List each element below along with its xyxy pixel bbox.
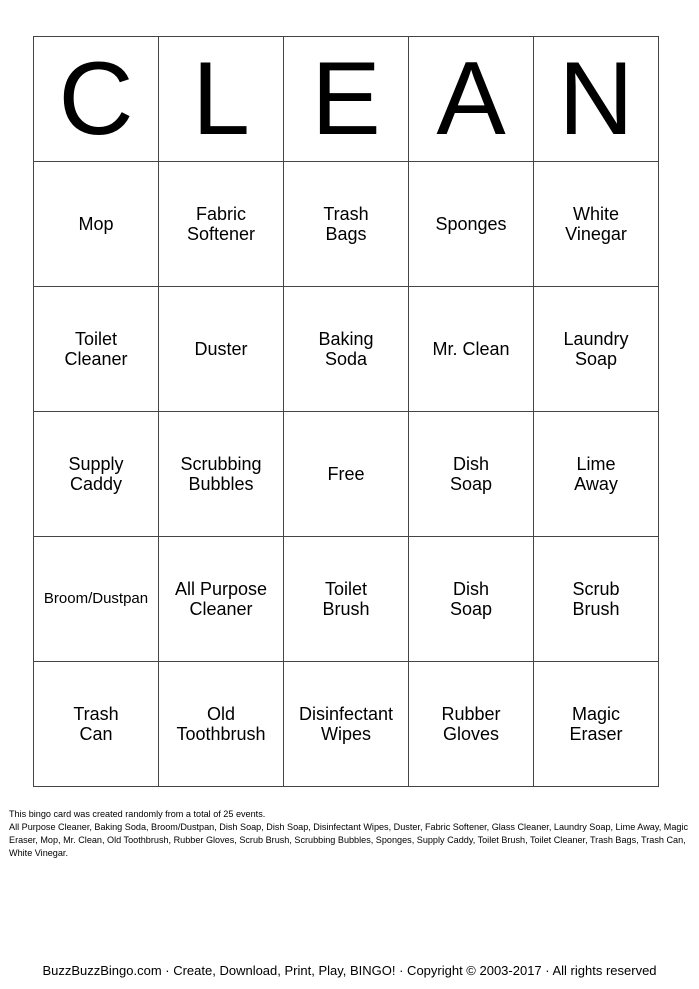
grid-cell-label: Trash Can: [73, 704, 119, 744]
grid-cell: [159, 662, 284, 787]
grid-row: [34, 162, 659, 287]
grid-cell-label: Old Toothbrush: [176, 704, 266, 744]
grid-cell-label: Lime Away: [574, 454, 618, 494]
grid-cell-label: Rubber Gloves: [441, 704, 501, 744]
header-letter-e: E: [284, 37, 409, 162]
grid-cell-label: Supply Caddy: [68, 454, 124, 494]
notes-event-list: All Purpose Cleaner, Baking Soda, Broom/Dustpan, Dish Soap, Dish Soap, Disinfectant Wipes, Duster, Fabric Softener, Glass Cleaner, Laundry Soap, Lime Away, Magic Eraser, Mop, Mr. Clean, Old Toothbrush, Rubber Gloves, Scrub Brush, Scrubbing Bubbles, Sponges, Supply Caddy, Toilet Brush, Toilet Cleaner, Trash Bags, Trash Can, White Vinegar.: [9, 822, 689, 858]
grid-cell-label: Baking Soda: [318, 329, 374, 369]
grid-cell-label: Sponges: [435, 214, 507, 234]
grid-cell: [159, 412, 284, 537]
grid-cell: [34, 287, 159, 412]
grid-cell: [159, 537, 284, 662]
grid-cell-label: Fabric Softener: [186, 204, 256, 244]
grid-cell-label: Magic Eraser: [569, 704, 623, 744]
grid-cell-label: Toilet Brush: [322, 579, 370, 619]
header-letter-a: A: [409, 37, 534, 162]
grid-cell-label: Scrub Brush: [572, 579, 620, 619]
header-row: [34, 37, 659, 162]
grid-cell: [409, 537, 534, 662]
grid-cell: [284, 287, 409, 412]
notes-intro: This bingo card was created randomly from a total of 25 events.: [9, 809, 266, 819]
grid-cell-label: Disinfectant Wipes: [298, 704, 394, 744]
grid-cell-label: Dish Soap: [449, 454, 493, 494]
grid-cell: [159, 287, 284, 412]
grid-cell: [284, 162, 409, 287]
grid-cell: [409, 162, 534, 287]
header-letter-l: L: [159, 37, 284, 162]
header-letter-n: N: [534, 37, 659, 162]
grid-cell: [34, 412, 159, 537]
grid-cell: [409, 662, 534, 787]
grid-cell-label: Toilet Cleaner: [64, 329, 128, 369]
grid-cell-label: Scrubbing Bubbles: [180, 454, 262, 494]
card-notes: [9, 808, 693, 860]
grid-cell-label: Broom/Dustpan: [43, 590, 149, 607]
grid-cell: [534, 662, 659, 787]
grid-cell: [284, 537, 409, 662]
grid-row: [34, 662, 659, 787]
grid-row: [34, 287, 659, 412]
grid-cell-label: Trash Bags: [323, 204, 369, 244]
grid-cell-label: Laundry Soap: [563, 329, 629, 369]
grid-cell: [534, 412, 659, 537]
grid-cell-label: Mop: [78, 214, 114, 234]
grid-cell: [409, 287, 534, 412]
grid-cell: [534, 537, 659, 662]
grid-cell: [284, 662, 409, 787]
grid-cell: [159, 162, 284, 287]
grid-cell-label: Dish Soap: [449, 579, 493, 619]
grid-cell: [34, 537, 159, 662]
page-footer: BuzzBuzzBingo.com · Create, Download, Print, Play, BINGO! · Copyright © 2003-2017 · All rights reserved: [42, 963, 657, 978]
header-letter-c: C: [34, 37, 159, 162]
free-space-label: Free: [327, 464, 365, 484]
grid-row: [34, 412, 659, 537]
grid-cell: [34, 662, 159, 787]
grid-cell-label: All Purpose Cleaner: [174, 579, 268, 619]
bingo-card: [33, 36, 659, 787]
grid-cell: [534, 287, 659, 412]
grid-cell-label: Mr. Clean: [432, 339, 510, 359]
free-space-cell: [284, 412, 409, 537]
grid-cell: [409, 412, 534, 537]
grid-cell-label: White Vinegar: [565, 204, 627, 244]
grid-row: [34, 537, 659, 662]
grid-cell: [34, 162, 159, 287]
grid-cell: [534, 162, 659, 287]
grid-cell-label: Duster: [194, 339, 248, 359]
